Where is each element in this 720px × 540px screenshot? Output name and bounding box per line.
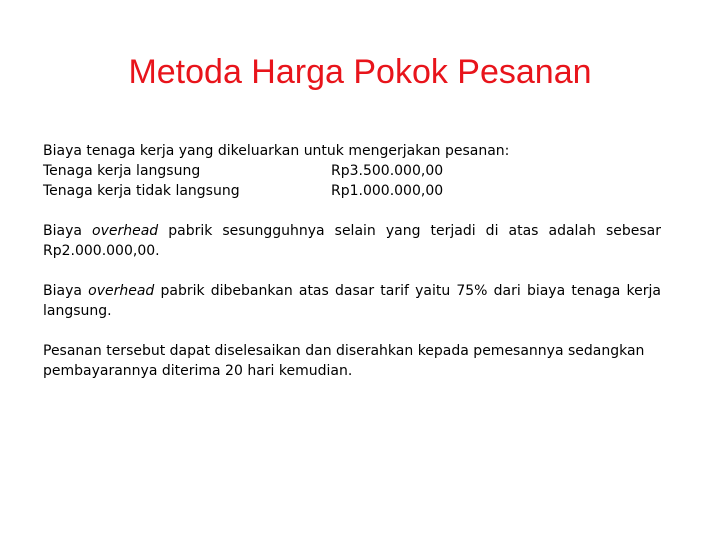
intro-text: Biaya tenaga kerja yang dikeluarkan untuk mengerjakan pesanan: [43,143,510,159]
slide-body [43,141,661,381]
text-segment: pabrik sesungguhnya selain yang terjadi di atas adalah sebesar Rp2.000.000,00. [43,223,661,259]
italic-term: overhead [88,283,155,299]
labor-label: Tenaga kerja langsung [43,163,201,179]
closing-paragraph: Pesanan tersebut dapat diselesaikan dan diserahkan kepada pemesannya sedangkan pembayarannya diterima 20 hari kemudian. [43,343,645,379]
text-segment: Biaya [43,223,92,239]
labor-row-direct [43,161,661,181]
text-segment: pabrik dibebankan atas dasar tarif yaitu 75% dari biaya tenaga kerja langsung. [43,283,661,319]
applied-overhead-paragraph [43,281,661,321]
labor-label: Tenaga kerja tidak langsung [43,183,240,199]
labor-amount: Rp3.500.000,00 [331,163,444,179]
actual-overhead-paragraph [43,221,661,261]
labor-row-indirect [43,181,661,201]
italic-term: overhead [92,223,159,239]
text-segment: Biaya [43,283,89,299]
slide-title: Metoda Harga Pokok Pesanan [128,53,592,91]
labor-amount: Rp1.000.000,00 [331,183,444,199]
